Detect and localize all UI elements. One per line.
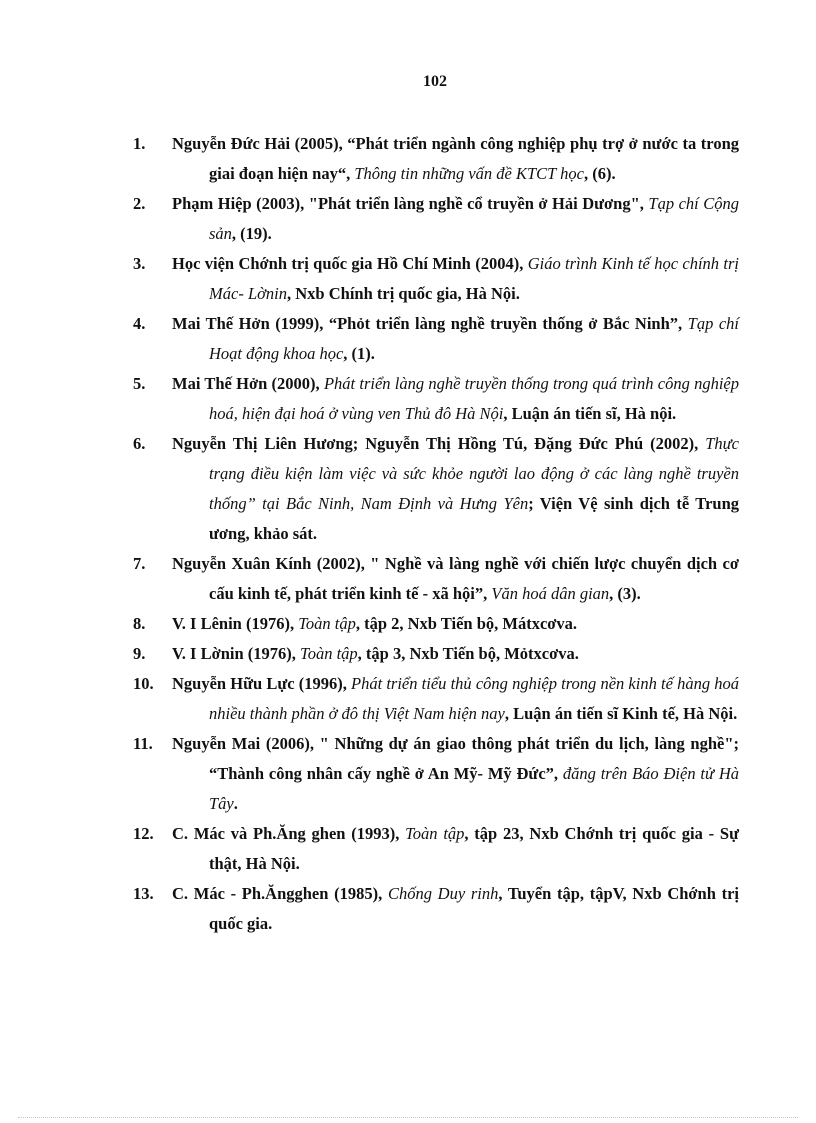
reference-title: Toàn tập	[300, 644, 358, 663]
reference-item	[133, 879, 739, 939]
reference-title: Thông tin những vấn đề KTCT học	[354, 164, 584, 183]
reference-item	[133, 669, 739, 729]
reference-text	[172, 734, 739, 813]
reference-segment: , Nxb Chính trị quốc gia, Hà Nội.	[287, 284, 520, 303]
reference-segment: , tập 2, Nxb Tiến bộ, Mátxcơva.	[355, 614, 578, 633]
reference-number: 5.	[133, 374, 146, 393]
reference-number: 2.	[133, 194, 146, 213]
reference-number: 6.	[133, 434, 146, 453]
reference-segment: Học viện Chớnh trị quốc gia Hồ Chí Minh (2004),	[172, 254, 528, 273]
reference-item	[133, 369, 739, 429]
reference-title: Thực trạng điều kiện làm việc và sức khỏe người lao động ở các làng nghề truyền thống” tại Bắc Ninh, Nam Định và Hưng Yên	[209, 434, 739, 513]
reference-segment: , Luận án tiến sĩ Kinh tế, Hà Nội.	[504, 704, 738, 723]
reference-number: 10.	[133, 674, 154, 693]
reference-segment: Phạm Hiệp (2003), "Phát triển làng nghề cổ truyền ở Hải Dương",	[172, 194, 649, 213]
reference-title: Toàn tập	[405, 824, 465, 843]
reference-segment: Nguyễn Mai (2006), " Những dự án giao thông phát triển du lịch, làng nghề"; “Thành công nhân cấy nghề ở An Mỹ- Mỹ Đức”,	[172, 734, 739, 783]
reference-segment: V. I Lờnin (1976),	[172, 644, 301, 663]
page-number: 102	[423, 73, 447, 90]
reference-segment: , (19).	[231, 224, 272, 243]
reference-text	[172, 674, 739, 723]
reference-segment: C. Mác và Ph.Ăng ghen (1993),	[172, 824, 406, 843]
reference-number: 4.	[133, 314, 146, 333]
reference-segment: , Luận án tiến sĩ, Hà nội.	[503, 404, 677, 423]
reference-title: Tạp chí Hoạt động khoa học	[209, 314, 739, 363]
reference-title: đăng trên Báo Điện tử Hà Tây	[209, 764, 739, 813]
reference-segment: , tập 3, Nxb Tiến bộ, Mỏtxcơva.	[357, 644, 579, 663]
reference-title: Văn hoá dân gian	[491, 584, 610, 603]
reference-text	[172, 554, 739, 603]
reference-segment: ; Viện Vệ sinh dịch tễ Trung ương, khảo sát.	[209, 494, 739, 543]
reference-item	[133, 549, 739, 609]
footer-divider	[18, 1117, 798, 1118]
reference-text	[172, 614, 577, 633]
reference-item	[133, 249, 739, 309]
reference-item	[133, 309, 739, 369]
reference-text	[172, 824, 739, 873]
reference-item	[133, 189, 739, 249]
reference-item	[133, 609, 739, 639]
reference-segment: Mai Thế Hởn (1999), “Phỏt triển làng nghề truyền thống ở Bắc Ninh”,	[172, 314, 688, 333]
reference-text	[172, 254, 739, 303]
reference-title: Chống Duy rinh	[387, 884, 499, 903]
reference-segment: Nguyễn Hữu Lực (1996),	[172, 674, 352, 693]
reference-number: 1.	[133, 134, 146, 153]
reference-number: 13.	[133, 884, 154, 903]
reference-text	[172, 884, 739, 933]
reference-item	[133, 129, 739, 189]
reference-number: 12.	[133, 824, 154, 843]
reference-title: Tạp chí Cộng sản	[209, 194, 739, 243]
reference-title: Giáo trình Kinh tế học chính trị Mác- Lờnin	[209, 254, 739, 303]
reference-number: 9.	[133, 644, 146, 663]
reference-segment: , (6).	[583, 164, 616, 183]
reference-segment: V. I Lênin (1976),	[172, 614, 299, 633]
reference-segment: , (1).	[343, 344, 375, 363]
reference-number: 7.	[133, 554, 146, 573]
reference-list	[133, 129, 739, 939]
reference-text	[172, 134, 739, 183]
reference-number: 3.	[133, 254, 146, 273]
reference-text	[172, 314, 739, 363]
reference-segment: , (3).	[609, 584, 641, 603]
reference-title: Toàn tập	[298, 614, 356, 633]
reference-item	[133, 429, 739, 549]
reference-text	[172, 434, 739, 543]
reference-segment: , tập 23, Nxb Chớnh trị quốc gia - Sự thật, Hà Nội.	[209, 824, 739, 873]
reference-text	[172, 374, 739, 423]
reference-title: Phát triển làng nghề truyền thống trong quá trình công nghiệp hoá, hiện đại hoá ở vùng ven Thủ đô Hà Nội	[209, 374, 739, 423]
reference-title: Phát triển tiểu thủ công nghiệp trong nền kinh tế hàng hoá nhiều thành phần ở đô thị Việt Nam hiện nay	[209, 674, 739, 723]
reference-number: 8.	[133, 614, 146, 633]
reference-item	[133, 639, 739, 669]
reference-segment: Nguyễn Đức Hải (2005), “Phát triển ngành công nghiệp phụ trợ ở nước ta trong giai đoạn hiện nay“,	[172, 134, 739, 183]
reference-item	[133, 819, 739, 879]
reference-segment: Nguyễn Xuân Kính (2002), " Nghề và làng nghề với chiến lược chuyển dịch cơ cấu kinh tế, phát triển kinh tế - xã hội”,	[172, 554, 739, 603]
reference-segment: Nguyễn Thị Liên Hương; Nguyễn Thị Hồng Tú, Đặng Đức Phú (2002),	[172, 434, 706, 453]
reference-text	[172, 194, 739, 243]
reference-item	[133, 729, 739, 819]
reference-segment: .	[233, 794, 238, 813]
reference-segment: C. Mác - Ph.Ăngghen (1985),	[172, 884, 388, 903]
reference-segment: , Tuyển tập, tậpV, Nxb Chớnh trị quốc gia.	[209, 884, 740, 933]
reference-text	[172, 644, 579, 663]
reference-number: 11.	[133, 734, 153, 753]
reference-segment: Mai Thế Hởn (2000),	[172, 374, 324, 393]
